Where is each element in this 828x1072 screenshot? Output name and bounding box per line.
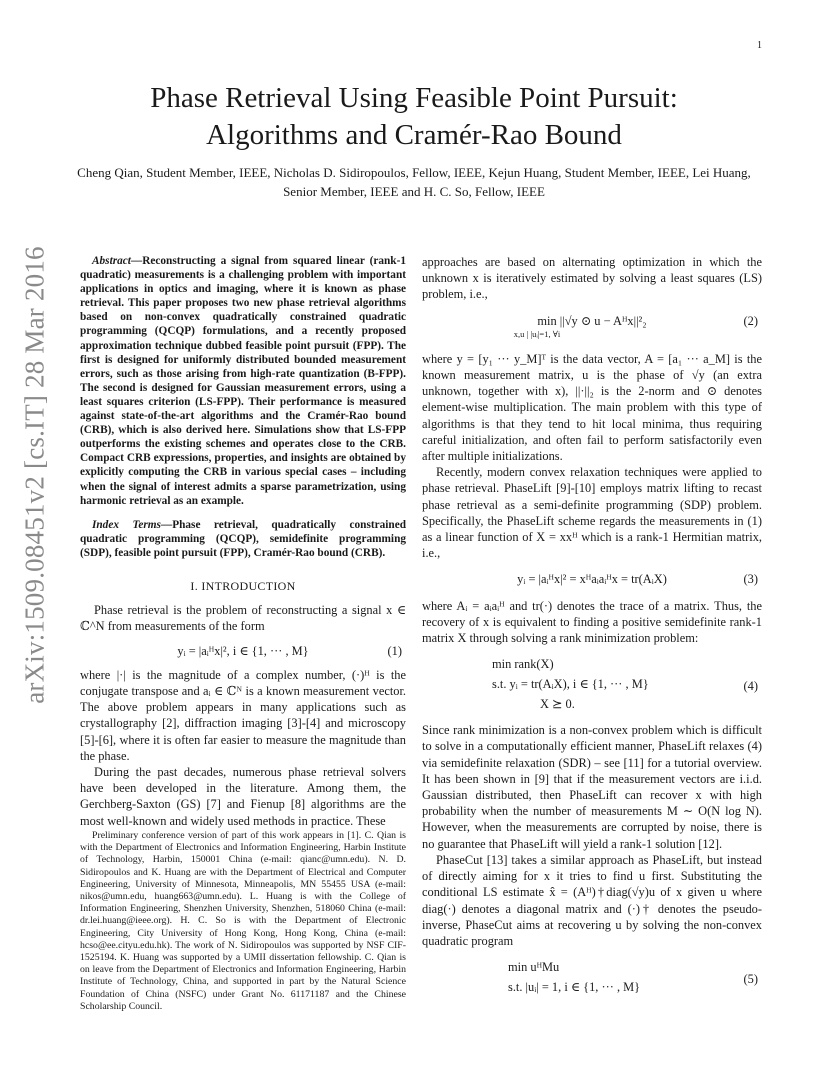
author-list: Cheng Qian, Student Member, IEEE, Nicholas D. Sidiropoulos, Fellow, IEEE, Kejun Huang, Student Member, IEEE, Lei Huang, Senior Member, IEEE and H. C. So, Fellow, IEEE [77, 165, 751, 199]
equation-5-line-2: s.t. |uᵢ| = 1, i ∈ {1, ··· , M} [508, 980, 641, 995]
equation-2 [422, 313, 762, 339]
equation-4-line-3: X ⪰ 0. [540, 697, 575, 712]
equation-2-body: min ||√y ⊙ u − Aᴴx||²₂ [537, 313, 647, 328]
index-terms-label: Index Terms [92, 518, 161, 531]
equation-5 [508, 957, 762, 997]
left-column [80, 254, 406, 829]
intro-paragraph-1: Phase retrieval is the problem of reconstructing a signal x ∈ ℂ^N from measurements of the form [80, 603, 406, 634]
equation-2-subscript: x,u | |uᵢ|=1, ∀i [513, 328, 561, 339]
right-paragraph-1: approaches are based on alternating optimization in which the unknown x is iteratively estimated by solving a least squares (LS) problem, i.e., [422, 255, 762, 302]
equation-4-line-2: s.t. yᵢ = tr(AᵢX), i ∈ {1, ··· , M} [492, 677, 649, 692]
equation-3 [422, 571, 762, 587]
title-line-2: Algorithms and Cramér-Rao Bound [206, 119, 622, 151]
right-paragraph-3: Recently, modern convex relaxation techniques were applied to phase retrieval. PhaseLift [9]-[10] employs matrix lifting to recast phase retrieval as a semi-definite programming (SDP) problem. Specifically, the PhaseLift scheme regards the measurements in (1) as a linear function of X = xxᴴ which is a rank-1 Hermitian matrix, i.e., [422, 465, 762, 561]
right-paragraph-5: Since rank minimization is a non-convex problem which is difficult to solve in a computationally efficient manner, PhaseLift relaxes (4) via semidefinite relaxation (SDR) – see [11] for a tutorial overview. It has been shown in [9] that if the measurement vectors are i.i.d. Gaussian distributed, then PhaseLift can recover x with high probability when the number of measurements M ∼ O(N log N). However, when the measurements are corrupted by noise, there is no guarantee that PhaseLift will yield a rank-1 solution [12]. [422, 723, 762, 851]
right-paragraph-2: where y = [y₁ ··· y_M]ᵀ is the data vector, A = [a₁ ··· a_M] is the known measurement matrix, u is the phase of √y (an extra unknown, together with x), ||·||₂ is the 2-norm and ⊙ denotes element-wise multiplication. The main problem with this type of algorithms is that they tend to hit local minima, thus requiring careful initialization, and often fail to perform satisfactorily even after multiple initializations. [422, 351, 762, 464]
equation-2-number: (2) [743, 313, 758, 328]
right-paragraph-6: PhaseCut [13] takes a similar approach as PhaseLift, but instead of directly aiming for x it tries to find u first. Substituting the conditional LS estimate x̂ = (Aᴴ)†diag(√y)u of x given u where diag(·) denotes a diagonal matrix and (·)† denotes the pseudo-inverse, PhaseCut aims at recovering u by solving the non-convex quadratic program [422, 852, 762, 948]
abstract-text: —Reconstructing a signal from squared linear (rank-1 quadratic) measurements is a challenging problem with important applications in optics and imaging, where it is known as phase retrieval. This paper proposes two new phase retrieval algorithms based on non-convex quadratically constrained quadratic programming (QCQP) formulations, and a recently proposed approximation technique dubbed feasible point pursuit (FPP). The first is designed for uniformly distributed bounded measurement errors, such as those arising from high-rate quantization (B-FPP). The second is designed for Gaussian measurement errors, using a least squares criterion (LS-FPP). Their performance is measured against state-of-the-art algorithms and the Cramér-Rao bound (CRB), which is also derived here. Simulations show that LS-FPP outperforms the existing schemes and operates close to the CRB. Compact CRB expressions, properties, and insights are obtained by explicitly computing the CRB in various special cases – including when the signal of interest admits a sparse parametrization, using harmonic retrieval as an example. [80, 255, 406, 507]
intro-paragraph-2: where |·| is the magnitude of a complex number, (·)ᴴ is the conjugate transpose and aᵢ ∈ ℂᴺ is a known measurement vector. The above problem appears in many applications such as crystallography [2], diffraction imaging [3]-[4] and microscopy [5]-[6], where it is often far easier to measure the magnitude than the phase. [80, 667, 406, 763]
index-terms [80, 518, 406, 560]
page-number: 1 [757, 40, 762, 51]
right-column [422, 254, 762, 1005]
arxiv-stamp [19, 246, 50, 704]
section-heading-introduction: I. INTRODUCTION [190, 578, 296, 593]
footnote: Preliminary conference version of part of this work appears in [1]. C. Qian is with the Department of Electronics and Information Engineering, Harbin Institute of Technology, Harbin, 150001 China (e-mail: qianc@umn.edu). N. D. Sidiropoulos and K. Huang are with the Department of Electrical and Computer Engineering, University of Minnesota, Minneapolis, MN 55455 USA (e-mail: nikos@umn.edu, huang663@umn.edu). L. Huang is with the College of Information Engineering, Shenzhen University, Shenzhen, 518060 China (e-mail: dr.lei.huang@ieee.org). H. C. So is with the Department of Electronic Engineering, City University of Hong Kong, Hong Kong, China (e-mail: hcso@ee.cityu.edu.hk). The work of N. Sidiropoulos was supported by NSF CIF-1525194. K. Huang was supported by a UMII dissertation fellowship. C. Qian is on leave from the Department of Electronics and Information Engineering, Harbin Institute of Technology, China, and supported in part by the Natural Science Foundation of China (NSFC) under Grant No. 61171187 and the Chinese Scholarship Council. [80, 830, 406, 1012]
right-paragraph-4: where Aᵢ = aᵢaᵢᴴ and tr(·) denotes the trace of a matrix. Thus, the recovery of x is equivalent to finding a positive semidefinite rank-1 matrix X through solving a rank minimization problem: [422, 598, 762, 646]
paper-title [80, 80, 748, 154]
equation-1-number: (1) [387, 643, 402, 658]
equation-5-line-1: min uᴴMu [508, 960, 560, 975]
equation-4 [492, 654, 762, 714]
equation-4-line-1: min rank(X) [492, 657, 554, 672]
equation-1-body: yᵢ = |aᵢᴴx|², i ∈ {1, ··· , M} [177, 643, 309, 658]
abstract-label: Abstract [92, 255, 131, 267]
equation-3-body: yᵢ = |aᵢᴴx|² = xᴴaᵢaᵢᴴx = tr(AᵢX) [517, 572, 667, 587]
arxiv-id: arXiv:1509.08451v2 [cs.IT] 28 Mar 2016 [19, 246, 50, 704]
equation-4-number: (4) [743, 679, 758, 694]
intro-paragraph-3: During the past decades, numerous phase retrieval solvers have been developed in the literature. Among them, the Gerchberg-Saxton (GS) [7] and Fienup [8] algorithms are the most well-known and widely used methods in practice. These [80, 765, 406, 828]
equation-5-number: (5) [743, 972, 758, 987]
abstract [80, 254, 406, 508]
index-terms-text: —Phase retrieval, quadratically constrained quadratic programming (QCQP), semidefinite programming (SDP), feasible point pursuit (FPP), Cramér-Rao bound (CRB). [80, 518, 406, 559]
title-line-1: Phase Retrieval Using Feasible Point Pursuit: [150, 82, 678, 114]
equation-1 [80, 643, 406, 659]
equation-3-number: (3) [743, 572, 758, 587]
